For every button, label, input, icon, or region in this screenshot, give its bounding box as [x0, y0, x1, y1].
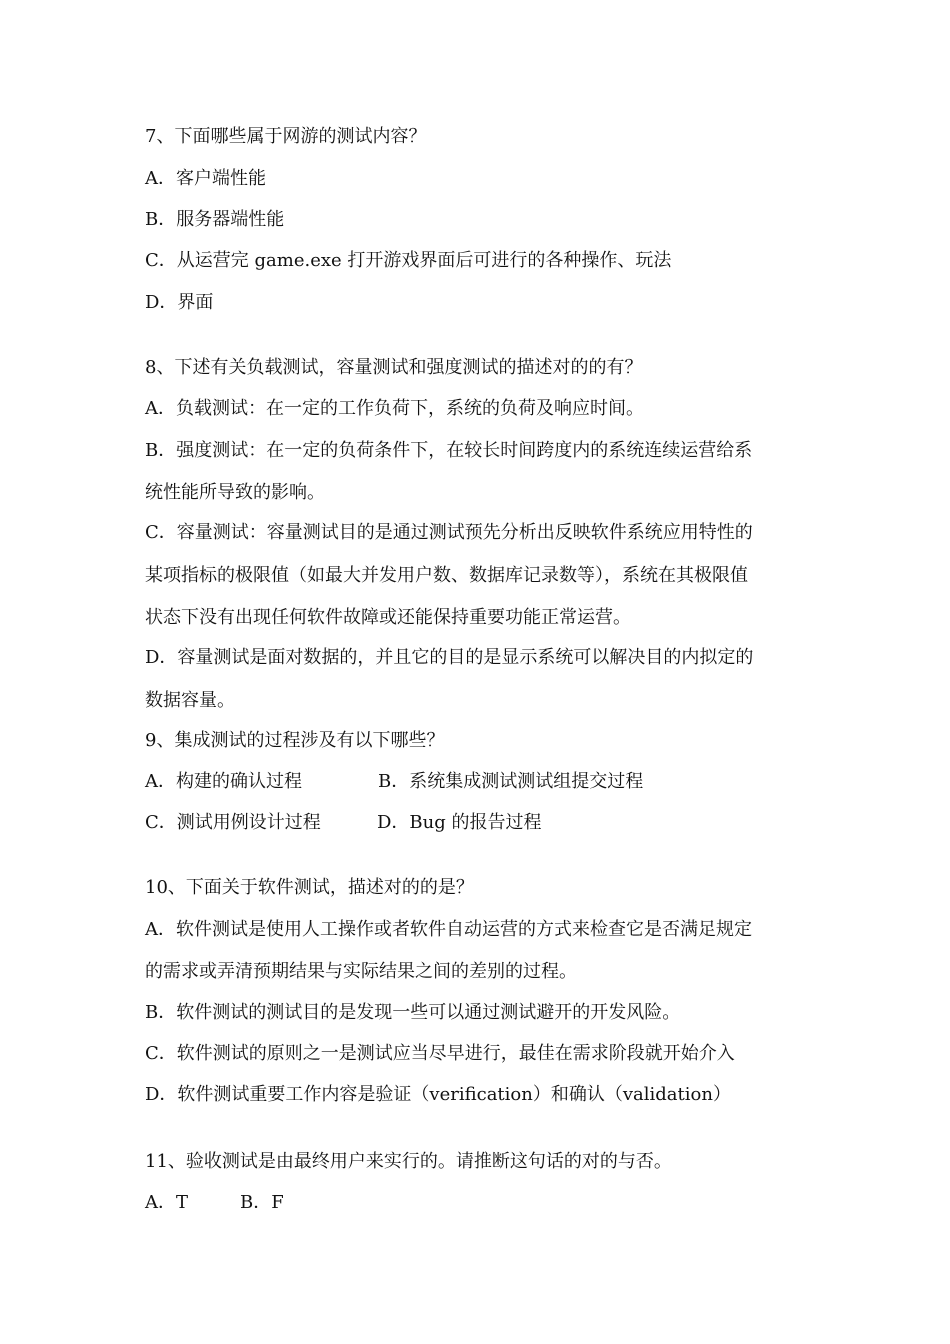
question-8-option-d-line1: D．容量测试是面对数据的，并且它的目的是显示系统可以解决目的内拟定的	[145, 647, 754, 668]
question-10-option-a-line2: 的需求或弄清预期结果与实际结果之间的差别的过程。	[145, 961, 577, 982]
question-9-option-b: B．系统集成测试测试组提交过程	[378, 771, 644, 792]
question-8-option-c-line3: 状态下没有出现任何软件故障或还能保持重要功能正常运营。	[145, 607, 631, 628]
question-8-option-b-line1: B．强度测试：在一定的负荷条件下，在较长时间跨度内的系统连续运营给系	[145, 440, 753, 461]
question-8-option-c-line1: C．容量测试：容量测试目的是通过测试预先分析出反映软件系统应用特性的	[145, 522, 753, 543]
question-7-option-c: C．从运营完 game.exe 打开游戏界面后可进行的各种操作、玩法	[145, 250, 672, 271]
question-7-text: 7、下面哪些属于网游的测试内容？	[145, 126, 427, 147]
question-7-option-a: A．客户端性能	[145, 168, 266, 189]
question-9-option-a: A．构建的确认过程	[145, 771, 302, 792]
question-8-option-d-line2: 数据容量。	[145, 690, 235, 711]
question-8-option-b-line2: 统性能所导致的影响。	[145, 482, 325, 503]
question-10-text: 10、下面关于软件测试，描述对的的是？	[145, 877, 474, 898]
question-9-text: 9、集成测试的过程涉及有以下哪些？	[145, 730, 445, 751]
question-9-option-c: C．测试用例设计过程	[145, 812, 321, 833]
question-11-text: 11、验收测试是由最终用户来实行的。请推断这句话的对的与否。	[145, 1151, 672, 1172]
question-11-option-b: B．F	[240, 1192, 284, 1213]
question-10-option-a-line1: A．软件测试是使用人工操作或者软件自动运营的方式来检查它是否满足规定	[145, 919, 752, 940]
question-8-text: 8、下述有关负载测试，容量测试和强度测试的描述对的的有？	[145, 357, 643, 378]
question-7-option-d: D．界面	[145, 292, 214, 313]
question-10-option-d: D．软件测试重要工作内容是验证（verification）和确认（validation）	[145, 1084, 731, 1105]
question-11-option-a: A．T	[145, 1192, 189, 1213]
question-7-option-b: B．服务器端性能	[145, 209, 285, 230]
question-10-option-b: B．软件测试的测试目的是发现一些可以通过测试避开的开发风险。	[145, 1002, 681, 1023]
question-8-option-a: A．负载测试：在一定的工作负荷下，系统的负荷及响应时间。	[145, 398, 644, 419]
question-10-option-c: C．软件测试的原则之一是测试应当尽早进行，最佳在需求阶段就开始介入	[145, 1043, 735, 1064]
question-8-option-c-line2: 某项指标的极限值（如最大并发用户数、数据库记录数等），系统在其极限值	[145, 565, 748, 586]
question-9-option-d: D．Bug 的报告过程	[377, 812, 542, 833]
